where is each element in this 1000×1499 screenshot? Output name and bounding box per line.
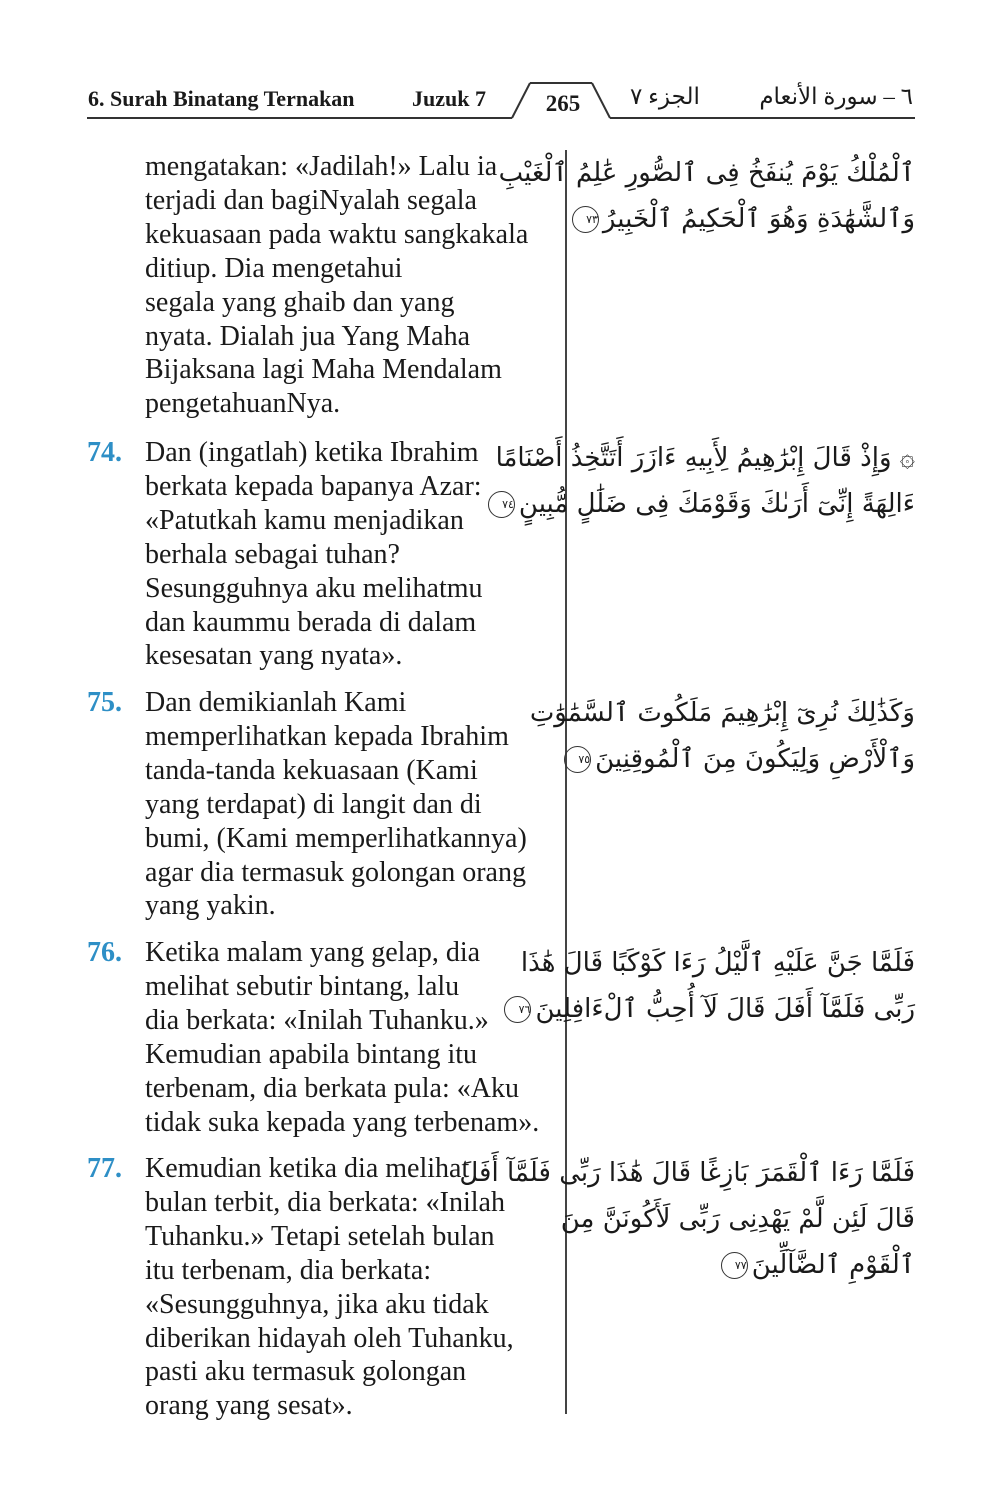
verse-number: 74. [87,437,122,468]
arabic-line: وَٱلشَّهَٰدَةِ وَهُوَ ٱلْحَكِيمُ ٱلْخَبِيرُ [602,204,915,234]
verse-73-arabic [498,150,915,242]
verse-number: 75. [87,687,122,718]
surah-title-arabic: ٦ – سورة الأنعام [759,84,913,109]
translation-line: bumi, (Kami memperlihatkannya) [145,822,527,854]
translation-line: tanda-tanda kekuasaan (Kami [145,754,478,786]
translation-line: Dan (ingatlah) ketika Ibrahim [145,437,479,468]
verse-end-marker: ٧٣ [572,206,599,233]
translation-line: Bijaksana lagi Maha Mendalam [145,354,502,386]
translation-line: melihat sebutir bintang, lalu [145,970,460,1002]
translation-line: yang terdapat) di langit dan di [145,788,482,820]
arabic-line: ٱلْمُلْكُ يَوْمَ يُنفَخُ فِى ٱلصُّورِ عَٰلِمُ ٱلْغَيْبِ [498,158,915,188]
arabic-line: قَالَ لَئِن لَّمْ يَهْدِنِى رَبِّى لَأَكُونَنَّ مِنَ [560,1204,915,1234]
translation-line: Dan demikianlah Kami [145,687,407,718]
translation-line: memperlihatkan kepada Ibrahim [145,720,509,752]
arabic-line: ٱلْقَوْمِ ٱلضَّآلِّينَ [751,1250,915,1280]
translation-line: dia berkata: «Inilah Tuhanku.» [145,1004,489,1036]
verse-76-arabic [518,940,915,1032]
translation-line: pasti aku termasuk golongan [145,1356,467,1388]
translation-line: «Patutkah kamu menjadikan [145,504,464,536]
translation-line: agar dia termasuk golongan orang [145,856,526,888]
page-header [0,0,1000,130]
translation-line: Kemudian ketika dia melihat [145,1153,470,1184]
juz-label-arabic: الجزء ٧ [630,84,700,109]
verse-75-translation [145,686,565,923]
translation-line: Sesungguhnya aku melihatmu [145,572,483,604]
verse-end-marker: ٧٧ [721,1252,748,1279]
translation-line: pengetahuanNya. [145,388,341,420]
verse-end-marker: ٧٦ [504,996,531,1023]
translation-line: nyata. Dialah jua Yang Maha [145,320,471,352]
arabic-line: فَلَمَّا جَنَّ عَلَيْهِ ٱلَّيْلُ رَءَا كَوْكَبًا قَالَ هَٰذَا [520,948,915,978]
verse-74-arabic [495,435,915,527]
translation-line: bulan terbit, dia berkata: «Inilah [145,1186,505,1218]
translation-line: terjadi dan bagiNyalah segala [145,184,477,216]
translation-line: mengatakan: «Jadilah!» Lalu ia [145,151,498,182]
arabic-line: ۞ وَإِذْ قَالَ إِبْرَٰهِيمُ لِأَبِيهِ ءَازَرَ أَتَتَّخِذُ أَصْنَامًا [495,443,915,473]
verse-number: 77. [87,1153,122,1184]
verse-end-marker: ٧٤ [488,491,515,518]
verse-75-arabic [529,690,915,782]
translation-line: berhala sebagai tuhan? [145,538,400,570]
translation-line: Tuhanku.» Tetapi setelah bulan [145,1220,495,1252]
translation-line: dan kaummu berada di dalam [145,606,477,638]
translation-line: terbenam, dia berkata pula: «Aku [145,1072,519,1104]
verse-77-arabic [459,1150,915,1288]
page-number: 265 [545,91,581,116]
arabic-line: وَكَذَٰلِكَ نُرِىٓ إِبْرَٰهِيمَ مَلَكُوتَ ٱلسَّمَٰوَٰتِ [529,698,915,728]
translation-line: Ketika malam yang gelap, dia [145,937,481,968]
translation-line: tidak suka kepada yang terbenam». [145,1106,540,1138]
translation-line: Kemudian apabila bintang itu [145,1038,478,1070]
translation-line: diberikan hidayah oleh Tuhanku, [145,1322,514,1354]
translation-line: ditiup. Dia mengetahui [145,252,403,284]
arabic-line: فَلَمَّا رَءَا ٱلْقَمَرَ بَازِغًا قَالَ هَٰذَا رَبِّى فَلَمَّآ أَفَلَ [459,1158,915,1188]
translation-line: segala yang ghaib dan yang [145,286,455,318]
translation-line: itu terbenam, dia berkata: [145,1254,432,1286]
surah-title-latin: 6. Surah Binatang Ternakan [88,86,355,111]
arabic-line: ءَالِهَةً إِنِّىٓ أَرَىٰكَ وَقَوْمَكَ فِى ضَلَٰلٍ مُّبِينٍ [518,489,915,519]
translation-line: «Sesungguhnya, jika aku tidak [145,1288,489,1320]
translation-line: berkata kepada bapanya Azar: [145,470,482,502]
arabic-line: رَبِّى فَلَمَّآ أَفَلَ قَالَ لَآ أُحِبُّ ٱلْءَافِلِينَ [535,994,915,1024]
translation-line: yang yakin. [145,890,276,922]
verse-end-marker: ٧٥ [564,746,591,773]
arabic-line: وَٱلْأَرْضِ وَلِيَكُونَ مِنَ ٱلْمُوقِنِينَ [595,744,915,774]
translation-line: orang yang sesat». [145,1390,353,1422]
verse-number: 76. [87,937,122,968]
juz-label-latin: Juzuk 7 [412,86,486,111]
translation-line: kesesatan yang nyata». [145,640,403,672]
translation-line: kekuasaan pada waktu sangkakala [145,218,529,250]
verse-76-translation [145,936,565,1139]
